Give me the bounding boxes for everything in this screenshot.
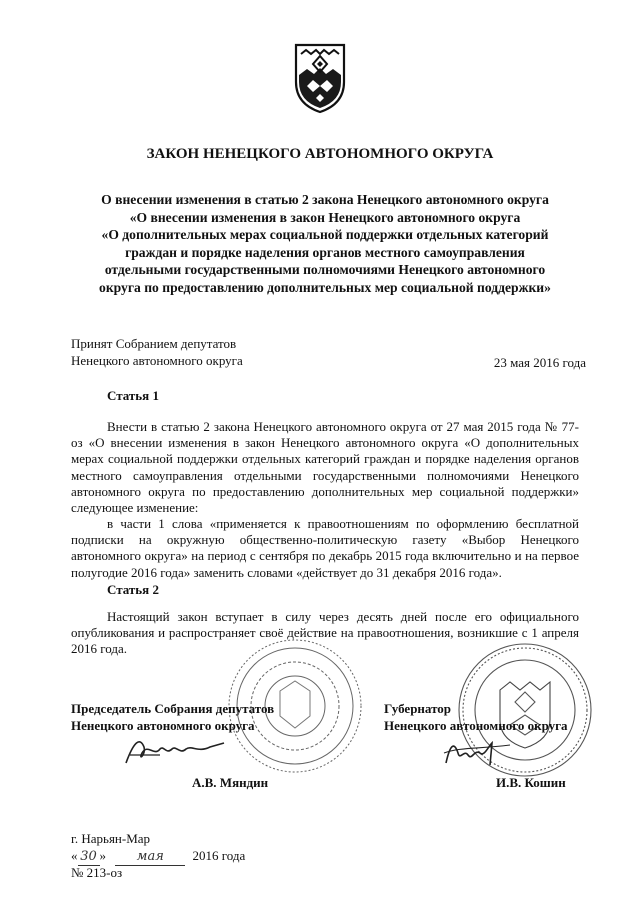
quote-open: « [71, 848, 78, 863]
left-signatory-name: А.В. Мяндин [192, 775, 269, 790]
law-number: № 213-оз [71, 865, 123, 880]
subtitle-line: граждан и порядке наделения органов местного самоуправления [125, 244, 525, 260]
left-signatory-title [71, 700, 274, 734]
right-signatory-title [384, 700, 568, 734]
article-2-heading: Статья 2 [107, 582, 159, 597]
article-1-paragraph-1: Внести в статью 2 закона Ненецкого автономного округа от 27 мая 2015 года № 77-оз «О внесении изменения в закон Ненецкого автономного округа «О дополнительных мерах социальной поддержки отдельных категорий граждан и порядке наделения органов местного самоуправления отдельными государственными полномочиями Ненецкого автономного округа по предоставлению дополнительных мер социальной поддержки» следующее изменение: [71, 419, 579, 516]
coat-of-arms-icon [293, 42, 347, 114]
signing-date [71, 847, 245, 864]
city: г. Нарьян-Мар [71, 831, 151, 846]
subtitle-line: отдельными государственными полномочиями Ненецкого автономного [104, 262, 546, 277]
subtitle-line: «О дополнительных мерах социальной поддержки отдельных категорий [101, 227, 549, 242]
quote-close: » [99, 848, 106, 863]
signing-day: 30 [78, 848, 100, 866]
document-title: ЗАКОН НЕНЕЦКОГО АВТОНОМНОГО ОКРУГА [146, 146, 494, 162]
right-title-line-2: Ненецкого автономного округа [384, 718, 568, 733]
article-2-paragraph-1: Настоящий закон вступает в силу через десять дней после его официального опубликования и распространяет своё действие на правоотношения, возникшие с 1 апреля 2016 года. [71, 609, 579, 657]
left-title-line-1: Председатель Собрания депутатов [71, 701, 275, 716]
left-signature-icon [120, 733, 230, 769]
document-footer [71, 830, 245, 881]
article-1-paragraph-2: в части 1 слова «применяется к правоотношениям по оформлению бесплатной подписки на окружную общественно-политическую газету «Выбор Ненецкого автономного округа» на период с сентября по декабрь 2015 года включительно и на первое полугодие 2016 года» заменить словами «действует до 31 декабря 2016 года». [71, 516, 579, 580]
right-signatory-name: И.В. Кошин [496, 775, 566, 790]
subtitle-line: О внесении изменения в статью 2 закона Ненецкого автономного округа [101, 192, 549, 207]
article-1-heading: Статья 1 [107, 388, 159, 403]
left-title-line-2: Ненецкого автономного округа [71, 718, 255, 733]
subtitle-line: округа по предоставлению дополнительных мер социальной поддержки» [99, 279, 551, 295]
adoption-info [71, 335, 243, 369]
right-signature-icon [440, 735, 520, 769]
signing-year: 2016 года [192, 848, 246, 863]
adopted-line-1: Принят Собранием депутатов [71, 336, 237, 351]
subtitle-line: «О внесении изменения в закон Ненецкого автономного округа [129, 209, 521, 225]
adoption-date: 23 мая 2016 года [493, 355, 586, 370]
adopted-line-2: Ненецкого автономного округа [71, 353, 243, 368]
document-subtitle [60, 191, 590, 296]
right-title-line-1: Губернатор [384, 701, 452, 716]
signing-month: мая [115, 848, 185, 866]
